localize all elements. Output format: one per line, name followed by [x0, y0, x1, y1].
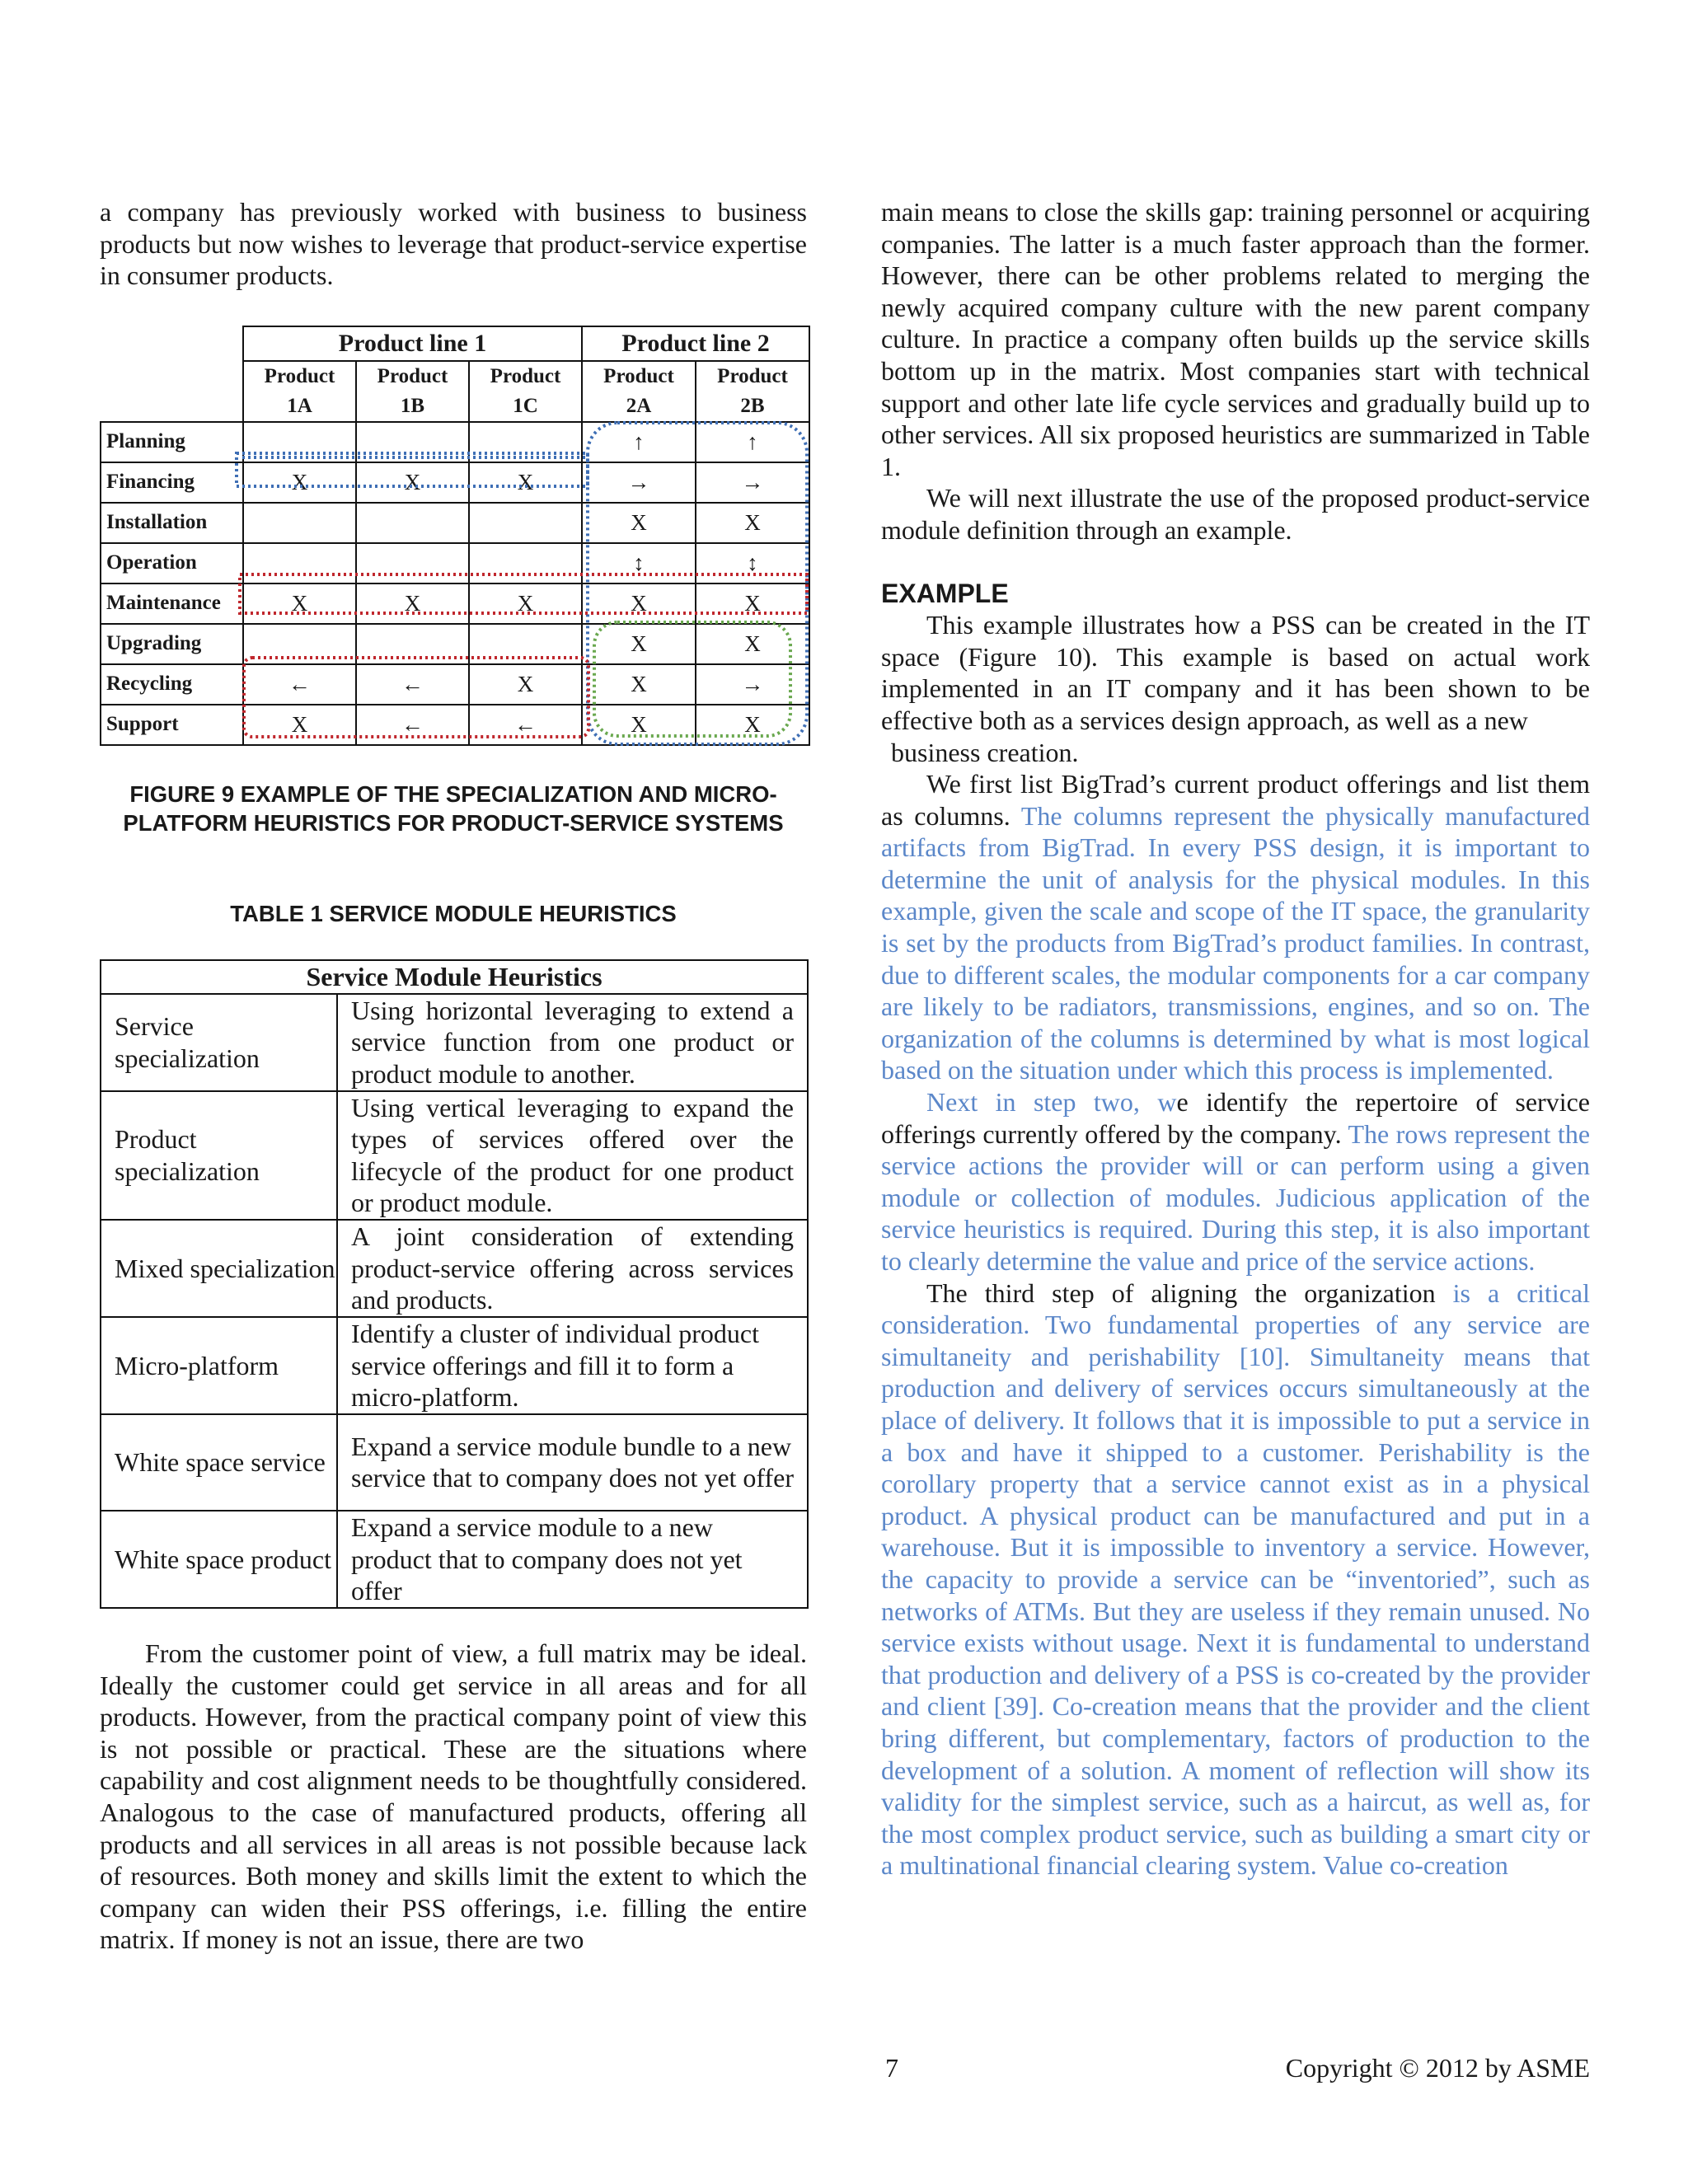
matrix-cell: X [243, 462, 356, 503]
heuristic-description: Expand a service module to a new product that to company does not yet offer [337, 1511, 808, 1608]
heuristic-description: Identify a cluster of individual product service offerings and fill it to form a micro-platform. [337, 1317, 808, 1414]
matrix-cell: ← [243, 664, 356, 705]
matrix-cell [356, 422, 469, 462]
matrix-row [101, 422, 809, 462]
table-row [101, 1220, 808, 1317]
matrix-cell [243, 624, 356, 664]
product-header: Product 1B [356, 361, 469, 422]
row-label: Maintenance [101, 583, 243, 624]
paragraph-columns: We first list BigTrad’s current product offerings and list them as columns. The columns represent the physically manufactured artifacts from BigTrad. In every PSS design, it is important to determine the unit of analysis for the physical modules. In this example, given the scale and scope of the IT space, the granularity is set by the products from BigTrad’s product families. In contrast, due to different scales, the modular components for a car company are likely to be radiators, transmissions, engines, and so on. The organization of the columns is determined by what is most logical based on the situation under which this process is implemented. [881, 769, 1591, 1085]
matrix-cell: X [243, 705, 356, 745]
service-module-heuristics-table [100, 959, 809, 1609]
matrix-cell: ← [356, 664, 469, 705]
table-row [101, 1317, 808, 1414]
matrix-cell: X [582, 624, 696, 664]
paragraph-skills-gap: main means to close the skills gap: training personnel or acquiring companies. The latter is a much faster approach than the former. However, there can be other problems related to merging the newly acquired company culture with the new parent company culture. In practice a company often builds up the service skills bottom up in the matrix. Most companies start with technical support and other late life cycle services and gradually build up to other services. All six proposed heuristics are summarized in Table 1. [881, 197, 1590, 481]
figure-9-table [100, 326, 810, 746]
copyright-notice: Copyright © 2012 by ASME [1285, 2053, 1590, 2083]
heuristic-name: Micro-platform [101, 1317, 337, 1414]
product-header: Product 1C [469, 361, 582, 422]
page-number: 7 [885, 2053, 898, 2083]
matrix-cell [243, 422, 356, 462]
matrix-cell [243, 503, 356, 543]
heuristic-description: Using horizontal leveraging to extend a service function from one product or product module to another. [337, 994, 808, 1091]
matrix-cell: → [696, 462, 809, 503]
matrix-cell [356, 624, 469, 664]
matrix-cell: → [582, 462, 696, 503]
product-header: Product 2B [696, 361, 809, 422]
table-1-caption: TABLE 1 SERVICE MODULE HEURISTICS [230, 901, 677, 926]
matrix-cell: → [696, 664, 809, 705]
heuristic-name: Service specialization [101, 994, 337, 1091]
row-label: Upgrading [101, 624, 243, 664]
table-row [101, 1091, 808, 1220]
matrix-cell [469, 422, 582, 462]
row-label: Recycling [101, 664, 243, 705]
matrix-corner [101, 361, 243, 422]
figure-9-matrix [100, 326, 809, 746]
product-header: Product 2A [582, 361, 696, 422]
matrix-cell: X [243, 583, 356, 624]
matrix-cell [243, 543, 356, 583]
paragraph-example-intro-tail: business creation. [891, 737, 1079, 767]
matrix-cell: X [582, 664, 696, 705]
matrix-cell: X [356, 462, 469, 503]
table-row [101, 1414, 808, 1511]
matrix-cell: X [582, 705, 696, 745]
heuristic-description: Using vertical leveraging to expand the types of services offered over the lifecycle of the product for one product or product module. [337, 1091, 808, 1220]
heuristic-name: White space service [101, 1414, 337, 1511]
matrix-cell: X [469, 583, 582, 624]
heuristic-name: Product specialization [101, 1091, 337, 1220]
matrix-cell: X [469, 462, 582, 503]
matrix-row [101, 462, 809, 503]
matrix-cell: X [696, 624, 809, 664]
matrix-cell: X [582, 583, 696, 624]
heuristic-name: Mixed specialization [101, 1220, 337, 1317]
left-column [100, 196, 807, 1955]
heuristic-name: White space product [101, 1511, 337, 1608]
section-heading-example: EXAMPLE [881, 578, 1009, 608]
matrix-cell [356, 543, 469, 583]
heuristic-description: Expand a service module bundle to a new service that to company does not yet offer [337, 1414, 808, 1511]
paragraph-example-intro: This example illustrates how a PSS can be created in the IT space (Figure 10). This example is based on actual work implemented in an IT company and it has been shown to be effective both as a services design approach, as well as a new [881, 610, 1590, 735]
table-header: Service Module Heuristics [101, 960, 808, 994]
paragraph-illustrate: We will next illustrate the use of the proposed product-service module definition through an example. [881, 483, 1590, 545]
matrix-row [101, 624, 809, 664]
matrix-row [101, 503, 809, 543]
matrix-cell: X [356, 583, 469, 624]
group-header: Product line 2 [582, 326, 809, 361]
matrix-cell: ↕ [582, 543, 696, 583]
row-label: Support [101, 705, 243, 745]
matrix-cell: X [696, 705, 809, 745]
matrix-cell: X [469, 664, 582, 705]
product-header: Product 1A [243, 361, 356, 422]
matrix-row [101, 664, 809, 705]
heuristic-description: A joint consideration of extending product-service offering across services and products. [337, 1220, 808, 1317]
matrix-row [101, 705, 809, 745]
row-label: Financing [101, 462, 243, 503]
paragraph-rows: Next in step two, we identify the repertoire of service offerings currently offered by the company. The rows represent the service actions the provider will or can perform using a given module or collection of modules. Judicious application of the service heuristics is required. During this step, it is also important to clearly determine the value and price of the service actions. [881, 1087, 1591, 1276]
matrix-row [101, 543, 809, 583]
right-column [881, 196, 1590, 1882]
figure-9-caption: FIGURE 9 EXAMPLE OF THE SPECIALIZATION AND MICRO-PLATFORM HEURISTICS FOR PRODUCT-SERVICE SYSTEMS [123, 781, 784, 836]
intro-paragraph: a company has previously worked with business to business products but now wishes to leverage that product-service expertise in consumer products. [100, 197, 807, 291]
matrix-cell: X [696, 583, 809, 624]
matrix-cell: ← [469, 705, 582, 745]
matrix-cell: ↑ [696, 422, 809, 462]
table-row [101, 994, 808, 1091]
matrix-cell [356, 503, 469, 543]
paragraph-organization: The third step of aligning the organization is a critical consideration. Two fundamental properties of any service are simultaneity and perishability [10]. Simultaneity means that production and delivery of services occurs simultaneously at the place of delivery. It follows that it is impossible to put a service in a box and have it shipped to a customer. Perishability is the corollary property that a service cannot exist as in a physical product. A physical product can be manufactured and put in a warehouse. But it is impossible to inventory a service. However, the capacity to provide a service can be “inventoried”, such as networks of ATMs. But they are useless if they remain unused. No service exists without usage. Next it is fundamental to understand that production and delivery of a PSS is co-created by the provider and client [39]. Co-creation means that the provider and the client bring different, but complementary, factors of production to the development of a solution. A moment of reflection will show its validity for the simplest service, such as a haircut, as well as, for the most complex product service, such as building a smart city or a multinational financial clearing system. Value co-creation [881, 1277, 1591, 1881]
matrix-cell [469, 624, 582, 664]
table-row [101, 1511, 808, 1608]
row-label: Installation [101, 503, 243, 543]
matrix-cell: ↑ [582, 422, 696, 462]
row-label: Operation [101, 543, 243, 583]
matrix-cell [469, 503, 582, 543]
matrix-row [101, 583, 809, 624]
row-label: Planning [101, 422, 243, 462]
group-header: Product line 1 [243, 326, 582, 361]
matrix-cell [469, 543, 582, 583]
matrix-cell: X [696, 503, 809, 543]
matrix-cell: X [582, 503, 696, 543]
matrix-cell: ↕ [696, 543, 809, 583]
matrix-corner [101, 326, 243, 361]
closing-paragraph: From the customer point of view, a full matrix may be ideal. Ideally the customer could get service in all areas and for all products. However, from the practical company point of view this is not possible or practical. These are the situations where capability and cost alignment needs to be thoughtfully considered. Analogous to the case of manufactured products, offering all products and all services in all areas is not possible because lack of resources. Both money and skills limit the extent to which the company can widen their PSS offerings, i.e. filling the entire matrix. If money is not an issue, there are two [100, 1638, 807, 1955]
matrix-cell: ← [356, 705, 469, 745]
